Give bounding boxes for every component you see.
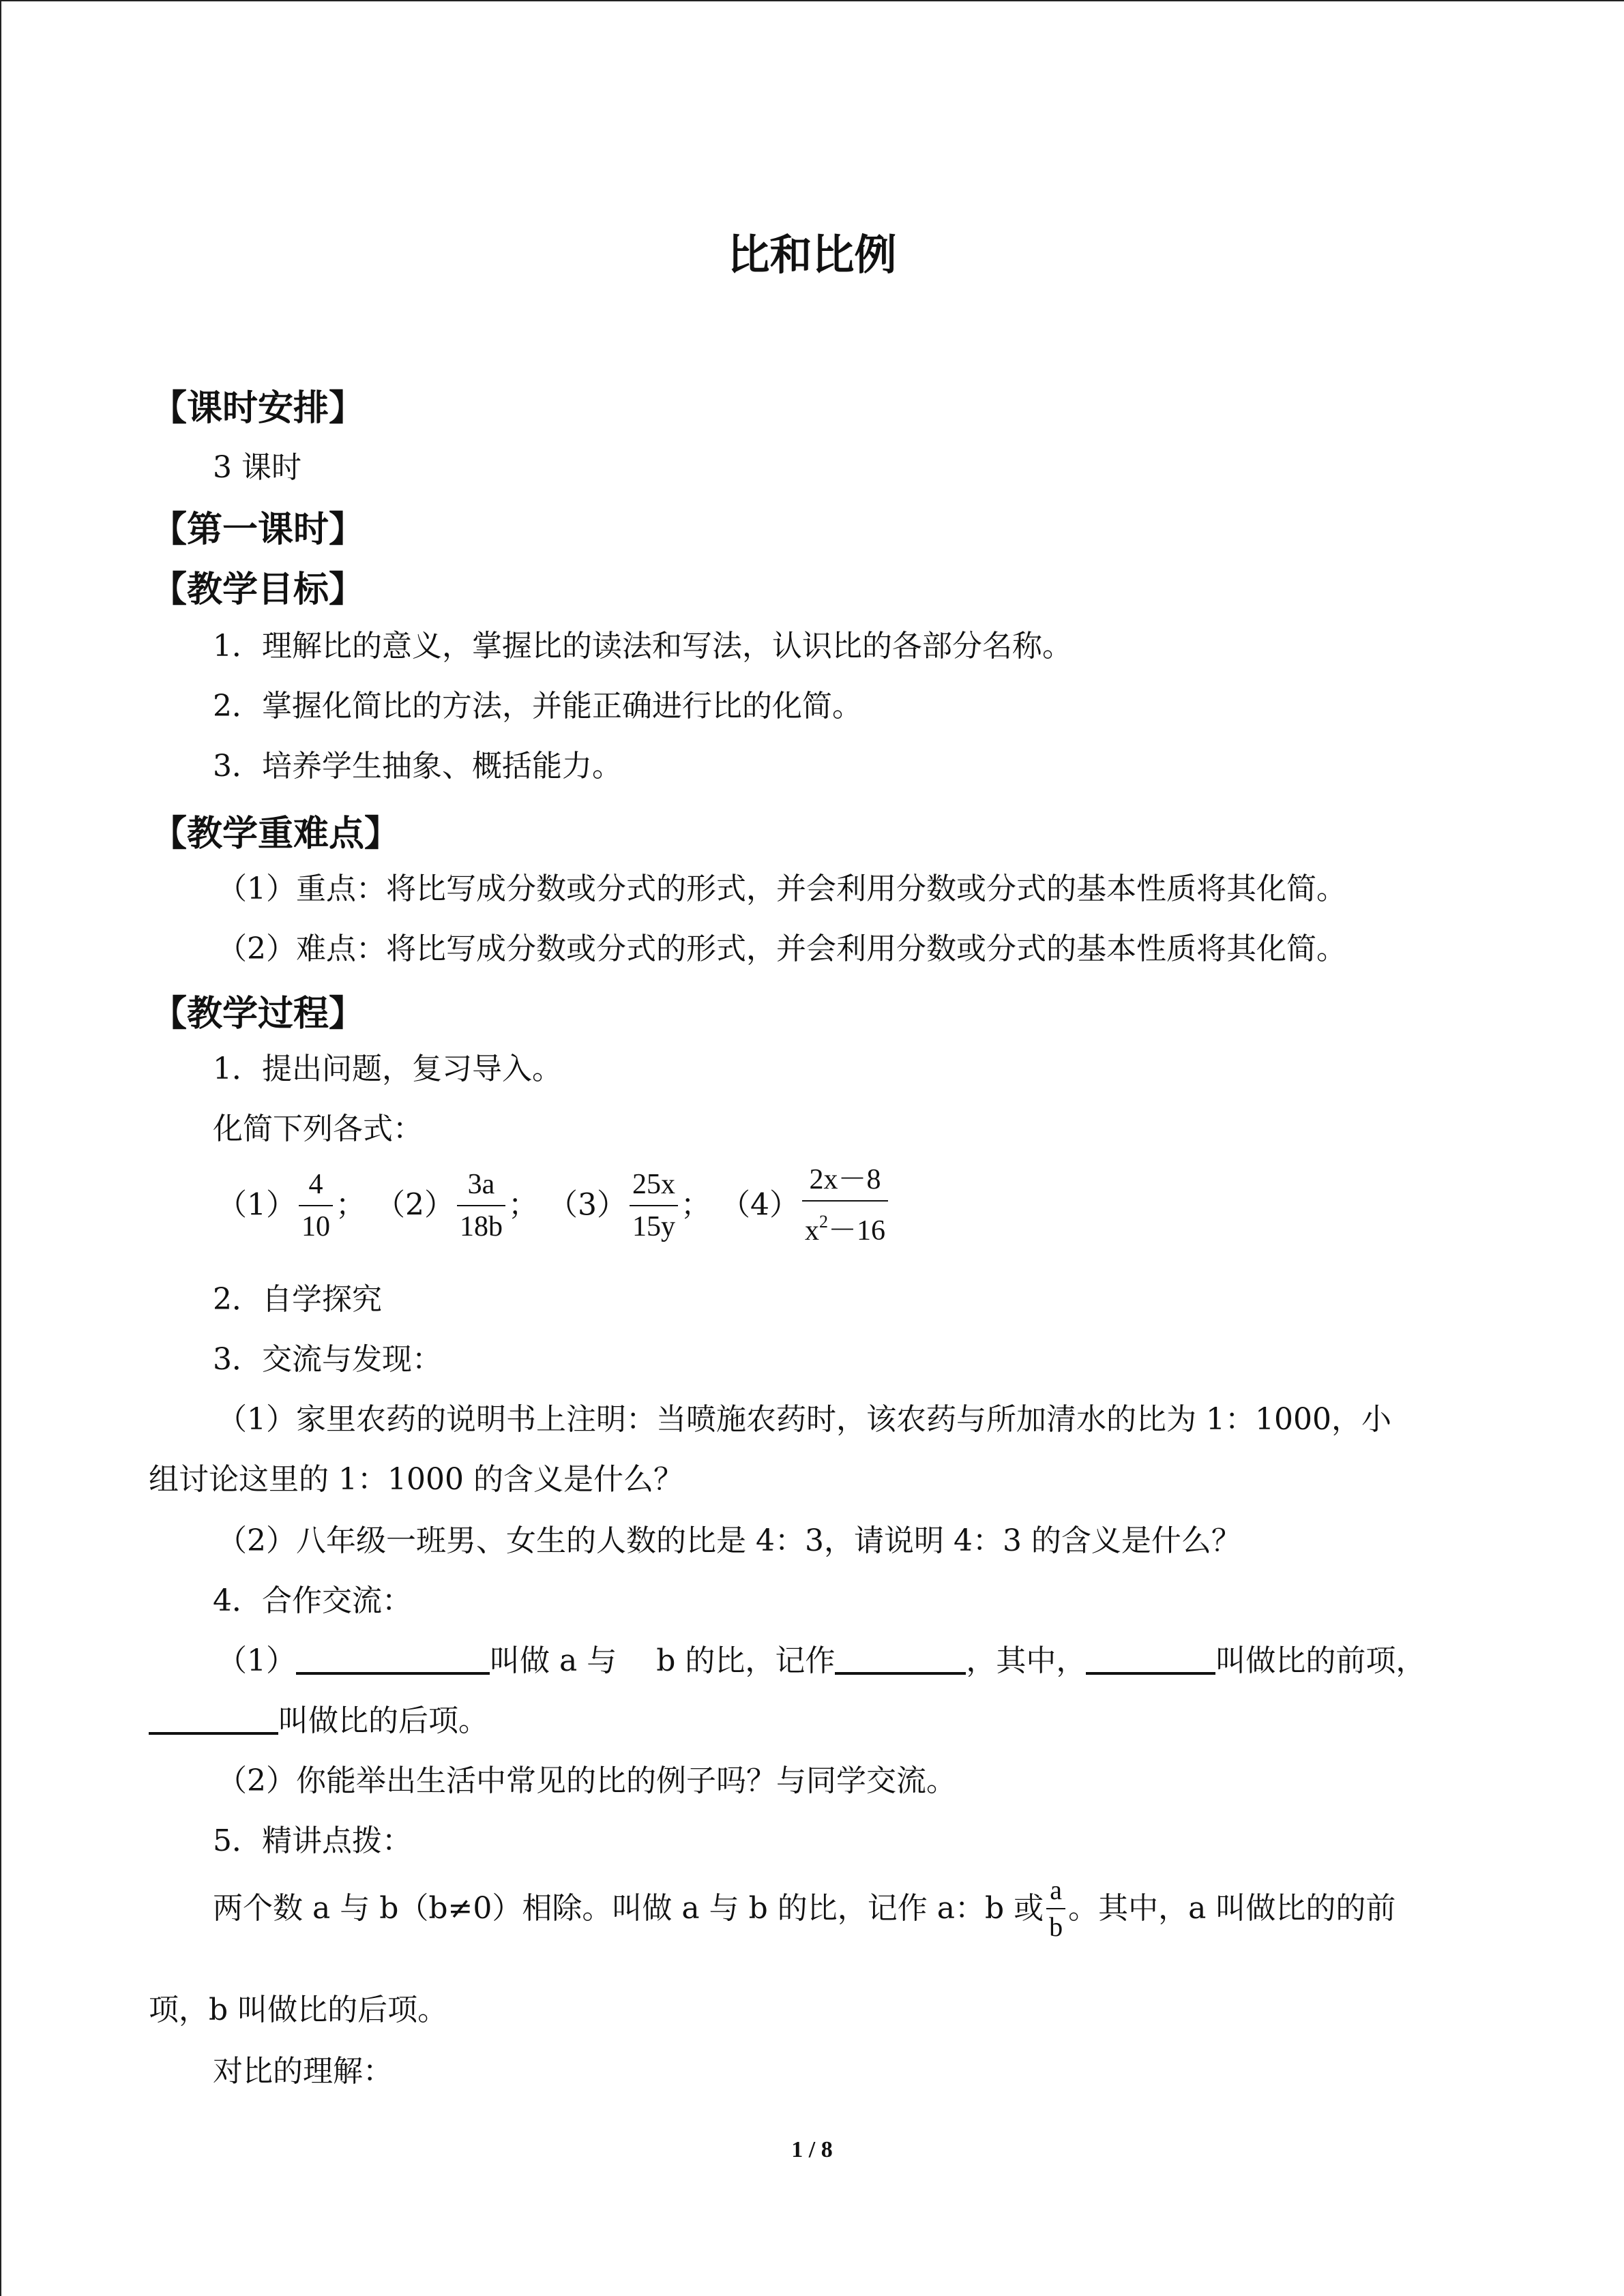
fill-blank[interactable] [296,1645,490,1675]
fraction-numerator: 4 [299,1164,333,1206]
cooperation-label: （1） [217,1643,296,1678]
cooperation-text: 叫做比的后项。 [278,1703,488,1738]
process-step-3: 3．交流与发现： [213,1342,442,1377]
first-lesson-heading: 【第一课时】 [151,509,365,550]
document-title: 比和比例 [727,230,897,280]
goal-item: 2．掌握化简比的方法，并能正确进行比的化简。 [213,689,862,724]
schedule-heading: 【课时安排】 [151,388,365,429]
process-step-1: 1．提出问题，复习导入。 [213,1052,562,1086]
goals-heading: 【教学目标】 [151,569,365,610]
simplify-prompt: 化简下列各式： [213,1112,423,1146]
fraction [630,1164,678,1247]
key-point-item: （1）重点：将比写成分数或分式的形式，并会利用分数或分式的基本性质将其化简。 [217,871,1346,906]
fraction-numerator: 2x－8 [802,1159,888,1202]
fraction-denominator: 18b [460,1210,503,1242]
page-number: 1 / 8 [791,2137,833,2162]
process-step-2: 2．自学探究 [213,1282,382,1317]
cooperation-text: ，其中， [966,1643,1087,1678]
fraction [802,1159,888,1251]
separator: ； [336,1187,366,1223]
cooperation-text: 叫做比的前项， [1215,1643,1426,1678]
process-step-4: 4．合作交流： [213,1583,412,1618]
definition-line1 [213,1873,1396,1945]
understanding-label: 对比的理解： [213,2054,393,2089]
discovery-2: （2）八年级一班男、女生的人数的比是 4：3，请说明 4：3 的含义是什么？ [217,1523,1241,1558]
fraction-denominator: b [1049,1911,1063,1942]
denominator-base: x [805,1215,819,1247]
definition-text: 两个数 a 与 b（b≠0）相除。叫做 a 与 b 的比，记作 a：b 或 [213,1891,1044,1926]
process-heading: 【教学过程】 [151,994,365,1034]
discovery-1-line1: （1）家里农药的说明书上注明：当喷施农药时，该农药与所加清水的比为 1：1000，小 [217,1402,1391,1437]
fill-blank[interactable] [149,1705,278,1735]
fraction-denominator: 10 [301,1210,330,1242]
fraction [457,1164,505,1247]
schedule-value: 3 课时 [213,450,301,485]
exercise-label: （1） [217,1187,296,1223]
fraction [299,1164,333,1247]
fill-blank[interactable] [835,1645,966,1675]
fraction-numerator: 3a [457,1164,505,1206]
cooperation-text: 叫做 a 与 b 的比，记作 [490,1643,836,1678]
exercise-label: （4） [720,1187,799,1223]
cooperation-1-line2 [149,1702,488,1740]
fraction-denominator: 15y [632,1210,675,1242]
process-step-5: 5．精讲点拨： [213,1823,412,1858]
key-point-item: （2）难点：将比写成分数或分式的形式，并会利用分数或分式的基本性质将其化简。 [217,931,1346,966]
exercise-label: （3） [548,1187,627,1223]
cooperation-2: （2）你能举出生活中常见的比的例子吗？与同学交流。 [217,1763,956,1798]
denominator-exponent: 2 [819,1212,828,1232]
cooperation-1 [217,1642,1426,1680]
fraction-exercises [217,1159,891,1251]
definition-line2: 项，b 叫做比的后项。 [149,1993,448,2027]
fill-blank[interactable] [1086,1645,1215,1675]
fraction-numerator: 25x [630,1164,678,1206]
fraction-numerator: a [1046,1873,1065,1909]
key-points-heading: 【教学重难点】 [151,814,400,854]
goal-item: 3．培养学生抽象、概括能力。 [213,749,622,784]
fraction-denominator [802,1202,888,1251]
separator: ； [681,1187,711,1223]
denominator-rest: －16 [828,1215,886,1247]
exercise-label: （2） [375,1187,454,1223]
definition-text: 。其中，a 叫做比的的前 [1068,1891,1396,1926]
definition-fraction [1046,1873,1065,1945]
discovery-1-line2: 组讨论这里的 1：1000 的含义是什么？ [149,1462,683,1497]
separator: ； [508,1187,538,1223]
goal-item: 1．理解比的意义，掌握比的读法和写法，认识比的各部分名称。 [213,629,1072,664]
